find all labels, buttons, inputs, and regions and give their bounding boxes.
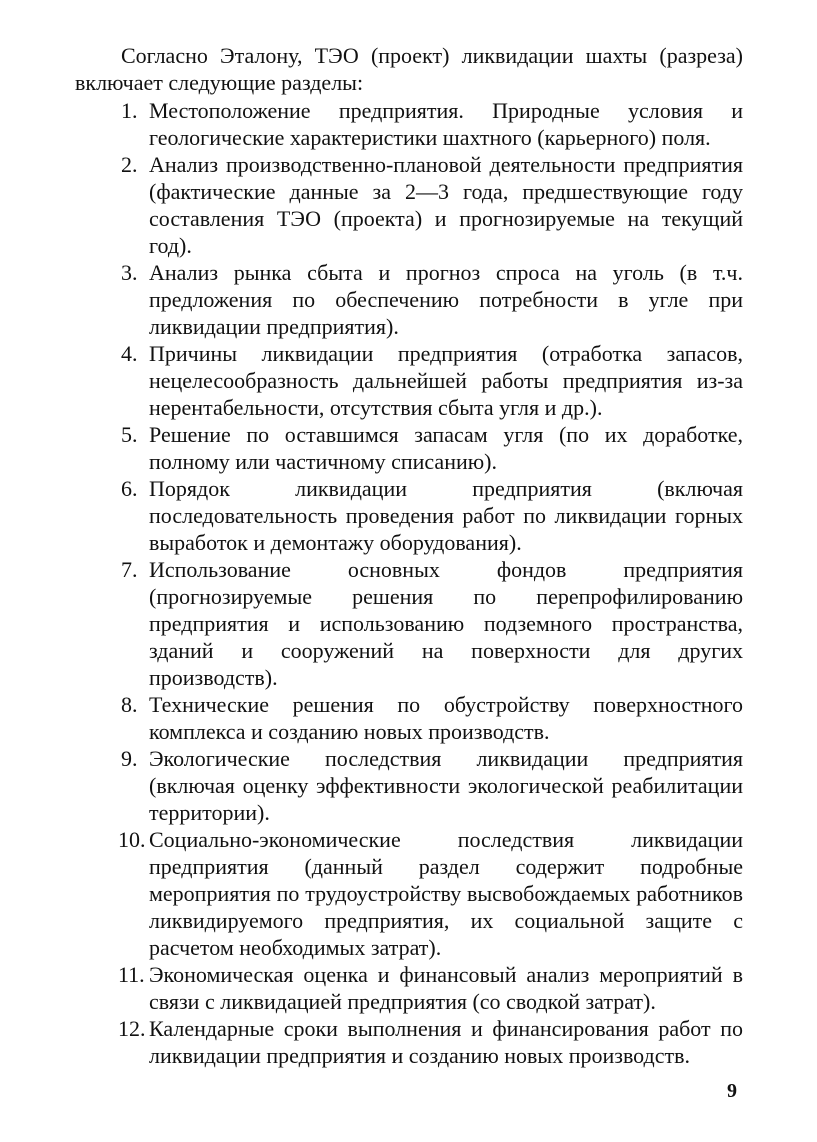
item-text: Анализ рынка сбыта и прогноз спроса на уголь (в т.ч. предложения по обеспечению потребности в угле при ликвидации предприятия). (149, 260, 743, 339)
item-text: Использование основных фондов предприятия (прогнозируемые решения по перепрофилированию предприятия и использованию подземного пространства, зданий и сооружений на поверхности для других производств). (149, 557, 743, 690)
item-text: Решение по оставшимся запасам угля (по их доработке, полному или частичному списанию). (149, 422, 743, 474)
item-number: 6. (121, 476, 138, 501)
item-number: 7. (121, 557, 138, 582)
list-item (75, 745, 743, 826)
list-item (75, 421, 743, 475)
item-number: 10. (118, 827, 146, 852)
list-item (75, 475, 743, 556)
item-text: Экономическая оценка и финансовый анализ мероприятий в связи с ликвидацией предприятия (со сводкой затрат). (149, 962, 743, 1014)
item-text: Социально-экономические последствия ликвидации предприятия (данный раздел содержит подробные мероприятия по трудоустройству высвобождаемых работников ликвидируемого предприятия, их социальной защите с расчетом необходимых затрат). (149, 827, 743, 960)
item-text: Порядок ликвидации предприятия (включая последовательность проведения работ по ликвидации горных выработок и демонтажу оборудования). (149, 476, 743, 555)
list-item (75, 340, 743, 421)
list-item (75, 259, 743, 340)
page-number: 9 (727, 1080, 737, 1102)
item-number: 11. (118, 962, 145, 987)
item-text: Экологические последствия ликвидации предприятия (включая оценку эффективности экологической реабилитации территории). (149, 746, 743, 825)
list-item (75, 151, 743, 259)
item-text: Календарные сроки выполнения и финансирования работ по ликвидации предприятия и созданию новых производств. (149, 1016, 743, 1068)
item-number: 3. (121, 260, 138, 285)
item-number: 8. (121, 692, 138, 717)
list-item (75, 556, 743, 691)
item-number: 12. (118, 1016, 146, 1041)
item-number: 4. (121, 341, 138, 366)
intro-paragraph: Согласно Эталону, ТЭО (проект) ликвидации шахты (разреза) включает следующие разделы: (75, 43, 743, 95)
item-text: Технические решения по обустройству поверхностного комплекса и созданию новых производств. (149, 692, 743, 744)
sections-list (75, 97, 743, 1069)
item-text: Причины ликвидации предприятия (отработка запасов, нецелесообразность дальнейшей работы предприятия из-за нерентабельности, отсутствия сбыта угля и др.). (149, 341, 743, 420)
list-item (75, 691, 743, 745)
list-item (75, 826, 743, 961)
list-item (75, 1015, 743, 1069)
item-text: Местоположение предприятия. Природные условия и геологические характеристики шахтного (карьерного) поля. (149, 98, 743, 150)
item-number: 2. (121, 152, 138, 177)
list-item (75, 97, 743, 151)
item-text: Анализ производственно-плановой деятельности предприятия (фактические данные за 2—3 года, предшествующие году составления ТЭО (проекта) и прогнозируемые на текущий год). (149, 152, 743, 258)
list-item (75, 961, 743, 1015)
page-content (75, 42, 743, 1069)
item-number: 1. (121, 98, 138, 123)
item-number: 9. (121, 746, 138, 771)
item-number: 5. (121, 422, 138, 447)
